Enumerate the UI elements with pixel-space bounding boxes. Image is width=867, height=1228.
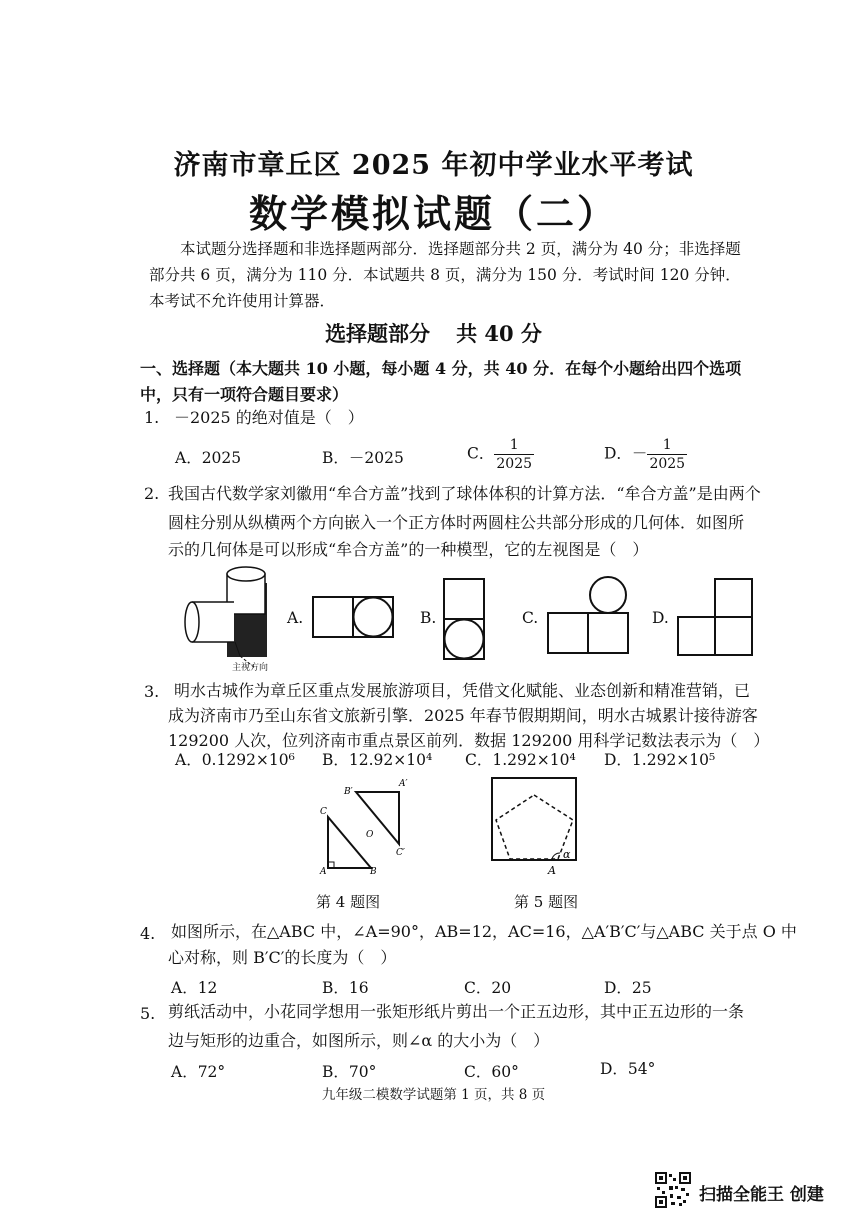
fraction [494,436,534,473]
question-text-line1: 明水古城作为章丘区重点发展旅游项目，凭借文化赋能、业态创新和精准营销，已 [174,681,751,700]
numerator: 1 [647,436,687,455]
figure-5-pentagon [490,776,580,876]
question-text-line2: 圆柱分别从纵横两个方向嵌入一个正方体时两圆柱公共部分形成的几何体．如图所 [168,513,745,532]
option-c: C．1.292×10⁴ [465,751,576,769]
option-d-figure [677,578,753,656]
fraction [647,436,687,473]
watermark-text: 扫描全能王 创建 [699,1185,824,1205]
option-a: A．72° [171,1063,226,1081]
option-b: B．－2025 [322,449,404,467]
qr-code-icon [655,1172,691,1208]
label-c-prime: C′ [396,848,405,858]
question-text-line1: 剪纸活动中，小花同学想用一张矩形纸片剪出一个正五边形，其中正五边形的一条 [168,1002,745,1021]
label-b: B [370,867,377,876]
question-number: 1. [144,408,160,427]
option-d: D．1.292×10⁵ [604,751,716,769]
exam-subtitle: 数学模拟试题（二） [248,191,618,236]
section-instructions: 一、选择题（本大题共 10 小题，每小题 4 分，共 40 分．在每个小题给出四个选项中，只有一项符合题目要求） [140,359,742,404]
question-text-line2: 边与矩形的边重合，如图所示，则∠α 的大小为（ ） [168,1031,550,1050]
option-c: C．60° [464,1063,519,1081]
figure-5-caption: 第 5 题图 [514,893,579,911]
section-heading [0,318,867,348]
label-o: O [366,830,374,840]
question-text-line2: 心对称，则 B′C′的长度为（ ） [168,948,397,967]
option-d: D. [652,609,669,627]
question-text-line2: 成为济南市乃至山东省文旅新引擎．2025 年春节假期期间，明水古城累计接待游客 [168,706,758,725]
question-text-line3: 129200 人次，位列济南市重点景区前列．数据 129200 用科学记数法表示为（ ） [168,731,770,750]
question-number: 4. [140,924,156,943]
option-c [467,436,534,473]
option-a: A. [287,609,304,627]
option-b: B．16 [322,979,369,997]
section-score: 共 40 分 [456,321,542,346]
question-number: 2. [144,484,160,503]
denominator: 2025 [649,456,686,472]
denominator: 2025 [496,456,533,472]
label-c: C [320,807,327,817]
option-b-figure [443,578,485,660]
option-b: B. [420,609,437,627]
question-number: 3. [144,682,160,701]
option-b: B．12.92×10⁴ [322,751,433,769]
scanner-watermark [655,1170,845,1212]
option-d-prefix: D．－ [604,444,648,463]
question-text-line3: 示的几何体是可以形成“牟合方盖”的一种模型，它的左视图是（ ） [168,540,649,559]
option-b: B．70° [322,1063,377,1081]
option-c-prefix: C． [467,444,495,463]
exam-title: 济南市章丘区 2025 年初中学业水平考试 [173,150,694,181]
cylinder-model-figure [180,560,280,675]
label-a: A [320,867,327,876]
question-number: 5. [140,1004,156,1023]
numerator: 1 [494,436,534,455]
label-b-prime: B′ [344,787,353,797]
label-alpha: α [563,848,571,861]
option-d: D．25 [604,979,652,997]
option-a-figure [312,596,394,638]
label-a: A [548,864,556,876]
option-a: A．2025 [175,449,242,467]
figure-4-triangles [316,776,416,876]
option-c-figure [547,576,629,654]
option-c: C．20 [464,979,512,997]
question-text-line1: 如图所示，在△ABC 中，∠A=90°，AB=12，AC=16，△A′B′C′与△ABC 关于点 O 中 [171,922,797,941]
question-text: －2025 的绝对值是（ ） [174,408,364,427]
figure-4-caption: 第 4 题图 [316,893,381,911]
label-a-prime: A′ [399,779,408,789]
section-label: 选择题部分 [325,321,431,346]
option-d [604,436,687,473]
option-a: A．12 [171,979,218,997]
view-direction-label: 主视方向 [232,663,269,673]
option-c: C. [522,609,539,627]
page-footer: 九年级二模数学试题第 1 页，共 8 页 [321,1087,546,1103]
option-d: D．54° [600,1060,656,1078]
exam-intro: 本试题分选择题和非选择题两部分．选择题部分共 2 页，满分为 40 分；非选择题部分共 6 页，满分为 110 分．本试题共 8 页，满分为 150 分．考试时间 120 分钟．本考试不允许使用计算器． [149,240,741,310]
option-a: A．0.1292×10⁶ [175,751,295,769]
question-text-line1: 我国古代数学家刘徽用“牟合方盖”找到了球体体积的计算方法．“牟合方盖”是由两个 [168,484,761,503]
